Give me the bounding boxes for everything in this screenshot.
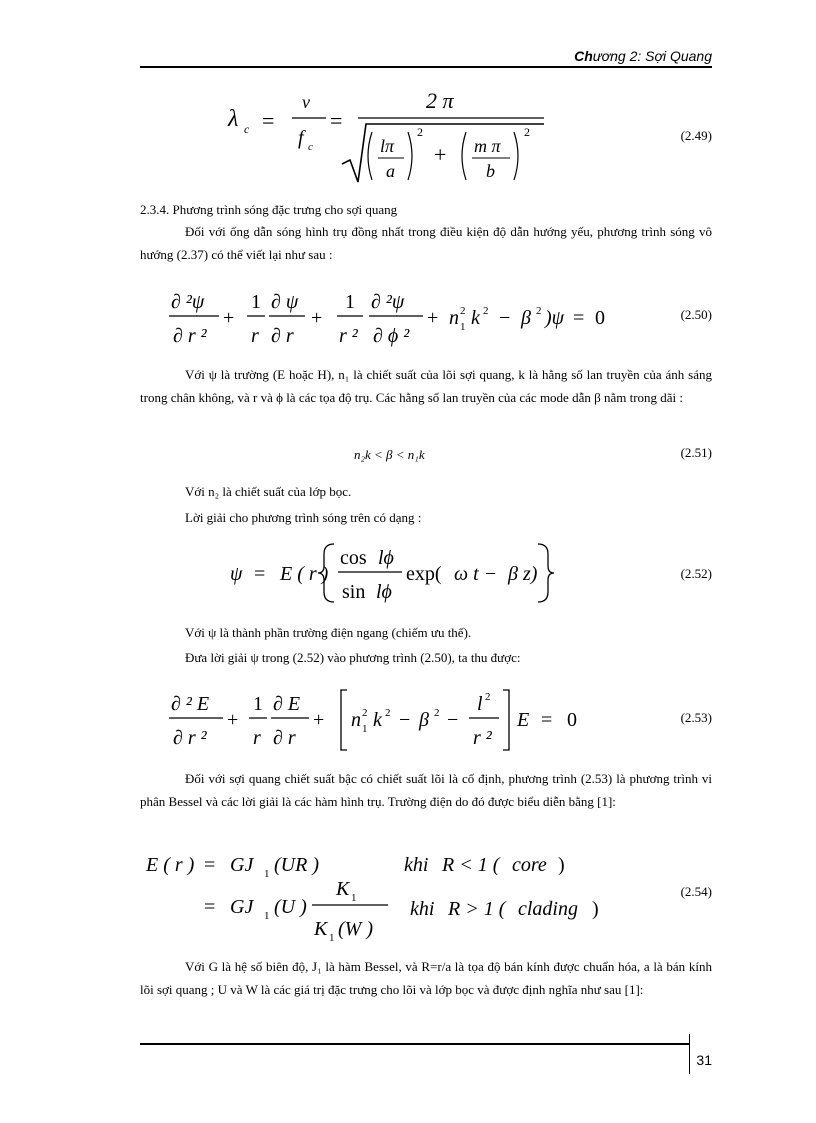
svg-text:2: 2	[460, 305, 466, 317]
svg-text:K: K	[336, 878, 350, 900]
svg-text:+: +	[311, 307, 323, 329]
svg-text:2: 2	[385, 707, 391, 719]
svg-text:+: +	[434, 142, 447, 167]
svg-text:k: k	[471, 307, 480, 329]
svg-text:2 π: 2 π	[426, 88, 454, 113]
svg-text:core: core	[512, 854, 547, 876]
paragraph-7: Đối với sợi quang chiết suất bậc có chiết suất lõi là cố định, phương trình (2.53) là phương trình vi phân Bessel và các lời giải là các hàm hình trụ. Trường điện do đó được biểu diễn bằng [1]:	[140, 771, 712, 809]
svg-text:=: =	[573, 307, 585, 329]
equation-2-50	[165, 284, 625, 350]
svg-text:ω t −: ω t −	[454, 563, 498, 585]
equation-2-51: n₂k < β < n₁k	[354, 447, 425, 462]
svg-text:sin: sin	[342, 581, 366, 603]
svg-text:GJ: GJ	[230, 854, 254, 876]
svg-text:a: a	[386, 161, 395, 181]
svg-text:+: +	[223, 307, 235, 329]
svg-text:2: 2	[524, 125, 530, 139]
equation-number-2-52: (2.52)	[680, 566, 712, 581]
svg-text:1: 1	[345, 291, 355, 313]
svg-text:n: n	[449, 307, 459, 329]
svg-text:E ( r ): E ( r )	[280, 563, 329, 585]
svg-text:∂ ² E: ∂ ² E	[171, 693, 210, 715]
svg-text:=: =	[262, 108, 275, 133]
equation-number-2-54: (2.54)	[680, 884, 712, 899]
svg-text:clading: clading	[518, 898, 578, 920]
svg-text:2: 2	[485, 691, 491, 703]
svg-text:2: 2	[483, 305, 489, 317]
svg-text:1: 1	[264, 868, 270, 880]
svg-text:=: =	[254, 563, 266, 585]
equation-number-2-49: (2.49)	[680, 128, 712, 143]
equation-2-53	[165, 686, 605, 752]
svg-text:): )	[592, 898, 599, 920]
svg-text:exp(: exp(	[406, 563, 442, 585]
svg-text:l: l	[477, 693, 483, 715]
paragraph-3: Với n₂ là chiết suất của lớp bọc.	[185, 484, 352, 499]
equation-number-2-53: (2.53)	[680, 710, 712, 725]
equation-2-54	[140, 843, 620, 943]
svg-text:(UR ): (UR )	[274, 854, 319, 876]
svg-text:(W ): (W )	[338, 918, 373, 940]
svg-text:): )	[558, 854, 565, 876]
svg-text:=: =	[541, 709, 553, 731]
svg-text:=: =	[330, 108, 343, 133]
svg-text:∂ r: ∂ r	[273, 727, 296, 749]
paragraph-2: Với ψ là trường (E hoặc H), n₁ là chiết suất của lõi sợi quang, k là hằng số lan truyền của ánh sáng trong chân không, và r và ϕ là các tọa độ trụ. Các hằng số lan truyền của các mode dẫn β nằm trong dãi :	[140, 367, 712, 405]
svg-text:β: β	[521, 307, 531, 329]
svg-text:lϕ: lϕ	[376, 581, 392, 603]
svg-text:1: 1	[329, 932, 335, 944]
svg-text:1: 1	[253, 693, 263, 715]
svg-text:r ²: r ²	[473, 727, 492, 749]
svg-text:R < 1 (: R < 1 (	[442, 854, 500, 876]
svg-text:+: +	[427, 307, 439, 329]
svg-text:R > 1 (: R > 1 (	[448, 898, 506, 920]
svg-text:=: =	[204, 854, 216, 876]
page-number: 31	[689, 1034, 712, 1074]
svg-text:f: f	[298, 127, 304, 149]
svg-text:0: 0	[567, 709, 577, 731]
svg-text:r: r	[251, 325, 259, 347]
svg-text:m π: m π	[474, 136, 501, 156]
svg-text:+: +	[313, 709, 325, 731]
paragraph-4: Lời giải cho phương trình sóng trên có dạng :	[185, 510, 422, 525]
svg-text:ψ: ψ	[230, 563, 243, 585]
svg-text:2: 2	[362, 707, 368, 719]
svg-text:1: 1	[251, 291, 261, 313]
svg-text:2: 2	[434, 707, 440, 719]
svg-text:−: −	[447, 709, 459, 731]
svg-text:0: 0	[595, 307, 605, 329]
svg-text:c: c	[244, 122, 250, 136]
paragraph-6: Đưa lời giải ψ trong (2.52) vào phương trình (2.50), ta thu được:	[185, 650, 521, 665]
svg-text:E ( r ): E ( r )	[146, 854, 195, 876]
equation-number-2-51: (2.51)	[680, 445, 712, 460]
paragraph-5: Với ψ là thành phần trường điện ngang (chiếm ưu thế).	[185, 625, 472, 640]
svg-text:E: E	[517, 709, 530, 731]
running-header: Chương 2: Sợi Quang	[574, 48, 712, 64]
svg-text:β z): β z)	[508, 563, 538, 585]
svg-text:GJ: GJ	[230, 896, 254, 918]
svg-text:+: +	[227, 709, 239, 731]
svg-text:2: 2	[536, 305, 542, 317]
svg-text:cos: cos	[340, 547, 367, 569]
svg-text:∂ r ²: ∂ r ²	[173, 727, 207, 749]
svg-text:=: =	[204, 896, 216, 918]
svg-text:−: −	[399, 709, 411, 731]
svg-text:lϕ: lϕ	[378, 547, 394, 569]
svg-text:khi: khi	[410, 898, 435, 920]
paragraph-8: Với G là hệ số biên độ, J₁ là hàm Bessel, và R=r/a là tọa độ bán kính được chuẩn hóa, a là bán kính lõi sợi quang ; U và W là các giá trị đặc trưng cho lõi và lớp bọc và được định nghĩa như sau [1]:	[140, 959, 712, 997]
footer-rule	[140, 1043, 689, 1045]
eq-symbol: λ	[228, 106, 239, 132]
svg-text:r: r	[253, 727, 261, 749]
svg-text:β: β	[419, 709, 429, 731]
equation-2-49	[200, 78, 560, 190]
svg-text:lπ: lπ	[380, 136, 395, 156]
svg-text:1: 1	[351, 892, 357, 904]
svg-text:−: −	[499, 307, 511, 329]
svg-text:1: 1	[460, 321, 466, 333]
svg-text:∂ ²ψ: ∂ ²ψ	[371, 291, 405, 313]
section-heading: 2.3.4. Phương trình sóng đặc trưng cho sợi quang	[140, 202, 398, 217]
svg-text:b: b	[486, 161, 495, 181]
header-rule	[140, 66, 712, 68]
svg-text:r ²: r ²	[339, 325, 358, 347]
equation-number-2-50: (2.50)	[680, 307, 712, 322]
svg-text:1: 1	[362, 723, 368, 735]
svg-text:∂ r: ∂ r	[271, 325, 294, 347]
svg-text:∂ r ²: ∂ r ²	[173, 325, 207, 347]
svg-text:v: v	[302, 92, 310, 112]
svg-text:c: c	[308, 141, 313, 153]
paragraph-1: Đối với ống dẫn sóng hình trụ đồng nhất trong điều kiện độ dẫn hướng yếu, phương trình sóng vô hướng (2.37) có thể viết lại như sau :	[140, 224, 712, 262]
svg-text:∂ E: ∂ E	[273, 693, 301, 715]
svg-text:)ψ: )ψ	[545, 307, 565, 329]
svg-text:2: 2	[417, 125, 423, 139]
svg-text:n: n	[351, 709, 361, 731]
svg-text:∂ ²ψ: ∂ ²ψ	[171, 291, 205, 313]
svg-text:∂ ϕ ²: ∂ ϕ ²	[373, 325, 410, 347]
svg-text:K: K	[314, 918, 328, 940]
svg-text:khi: khi	[404, 854, 429, 876]
svg-text:∂ ψ: ∂ ψ	[271, 291, 299, 313]
svg-text:k: k	[373, 709, 382, 731]
svg-text:1: 1	[264, 910, 270, 922]
equation-2-52	[220, 540, 560, 606]
svg-text:(U ): (U )	[274, 896, 307, 918]
